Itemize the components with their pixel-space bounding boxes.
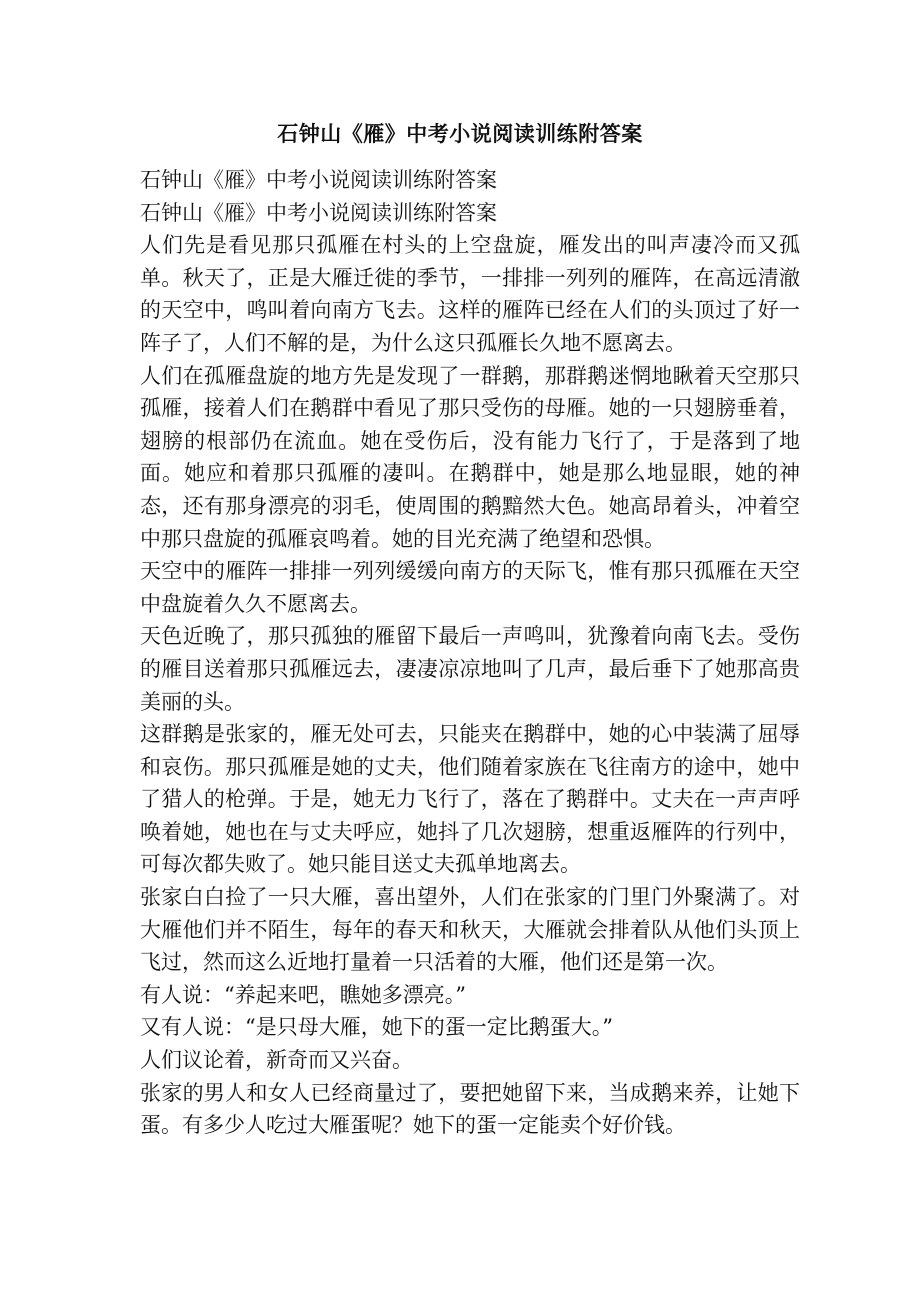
document-body: [140, 164, 800, 1142]
paragraph-10: 又有人说：“是只母大雁，她下的蛋一定比鹅蛋大。”: [140, 1015, 613, 1040]
paragraph-4: 人们在孤雁盘旋的地方先是发现了一群鹅，那群鹅迷惘地瞅着天空那只孤雁，接着人们在鹅群中看见了那只受伤的母雁。她的一只翅膀垂着，翅膀的根部仍在流血。她在受伤后，没有能力飞行了，于是落到了地面。她应和着那只孤雁的凄叫。在鹅群中，她是那么地显眼，她的神态，还有那身漂亮的羽毛，使周围的鹅黯然大色。她高昂着头，冲着空中那只盘旋的孤雁哀鸣着。她的目光充满了绝望和恐惧。: [140, 363, 800, 551]
paragraph-9: 有人说：“养起来吧，瞧她多漂亮。”: [140, 982, 466, 1007]
paragraph-3: 人们先是看见那只孤雁在村头的上空盘旋，雁发出的叫声凄冷而又孤单。秋天了，正是大雁迁徙的季节，一排排一列列的雁阵，在高远清澈的天空中，鸣叫着向南方飞去。这样的雁阵已经在人们的头顶过了好一阵子了，人们不解的是，为什么这只孤雁长久地不愿离去。: [140, 233, 800, 355]
paragraph-8: 张家白白捡了一只大雁，喜出望外，人们在张家的门里门外聚满了。对大雁他们并不陌生，每年的春天和秋天，大雁就会排着队从他们头顶上飞过，然而这么近地打量着一只活着的大雁，他们还是第一次。: [140, 885, 800, 975]
paragraph-2: 石钟山《雁》中考小说阅读训练附答案: [140, 200, 497, 225]
paragraph-11: 人们议论着，新奇而又兴奋。: [140, 1048, 413, 1073]
paragraph-12: 张家的男人和女人已经商量过了，要把她留下来，当成鹅来养，让她下蛋。有多少人吃过大雁蛋呢？她下的蛋一定能卖个好价钱。: [140, 1080, 800, 1138]
paragraph-1: 石钟山《雁》中考小说阅读训练附答案: [140, 168, 497, 192]
document-title: 石钟山《雁》中考小说阅读训练附答案: [277, 121, 643, 146]
paragraph-7: 这群鹅是张家的，雁无处可去，只能夹在鹅群中，她的心中装满了屈辱和哀伤。那只孤雁是她的丈夫，他们随着家族在飞往南方的途中，她中了猎人的枪弹。于是，她无力飞行了，落在了鹅群中。丈夫在一声声呼唤着她，她也在与丈夫呼应，她抖了几次翅膀，想重返雁阵的行列中，可每次都失败了。她只能目送丈夫孤单地离去。: [140, 722, 800, 877]
paragraph-6: 天色近晚了，那只孤独的雁留下最后一声鸣叫，犹豫着向南飞去。受伤的雁目送着那只孤雁远去，凄凄凉凉地叫了几声，最后垂下了她那高贵美丽的头。: [140, 624, 800, 714]
paragraph-5: 天空中的雁阵一排排一列列缓缓向南方的天际飞，惟有那只孤雁在天空中盘旋着久久不愿离去。: [140, 559, 800, 616]
